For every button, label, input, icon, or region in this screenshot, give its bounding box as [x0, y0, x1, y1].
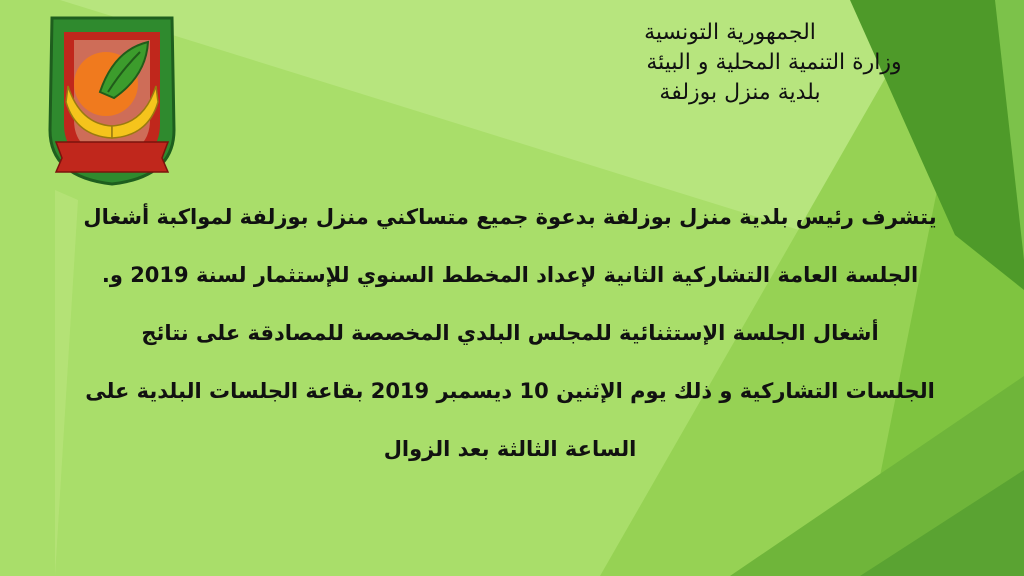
header-country: الجمهورية التونسية — [644, 20, 816, 45]
announcement-line: الساعة الثالثة بعد الزوال — [383, 437, 637, 461]
header-municipality: بلدية منزل بوزلفة — [659, 80, 821, 105]
announcement-line: يتشرف رئيس بلدية منزل بوزلفة بدعوة جميع متساكني منزل بوزلفة لمواكبة أشغال — [83, 205, 937, 229]
announcement-line: الجلسات التشاركية و ذلك يوم الإثنين 10 ديسمبر 2019 بقاعة الجلسات البلدية على — [85, 379, 935, 403]
announcement-text — [60, 188, 960, 478]
municipality-emblem-icon — [44, 12, 180, 188]
announcement-line: الجلسة العامة التشاركية الثانية لإعداد المخطط السنوي للإستثمار لسنة 2019 و. — [101, 263, 919, 287]
header-ministry: وزارة التنمية المحلية و البيئة — [646, 50, 902, 75]
header-block — [564, 18, 984, 108]
announcement-line: أشغال الجلسة الإستثنائية للمجلس البلدي المخصصة للمصادقة على نتائج — [141, 321, 879, 345]
municipality-logo — [44, 12, 180, 188]
